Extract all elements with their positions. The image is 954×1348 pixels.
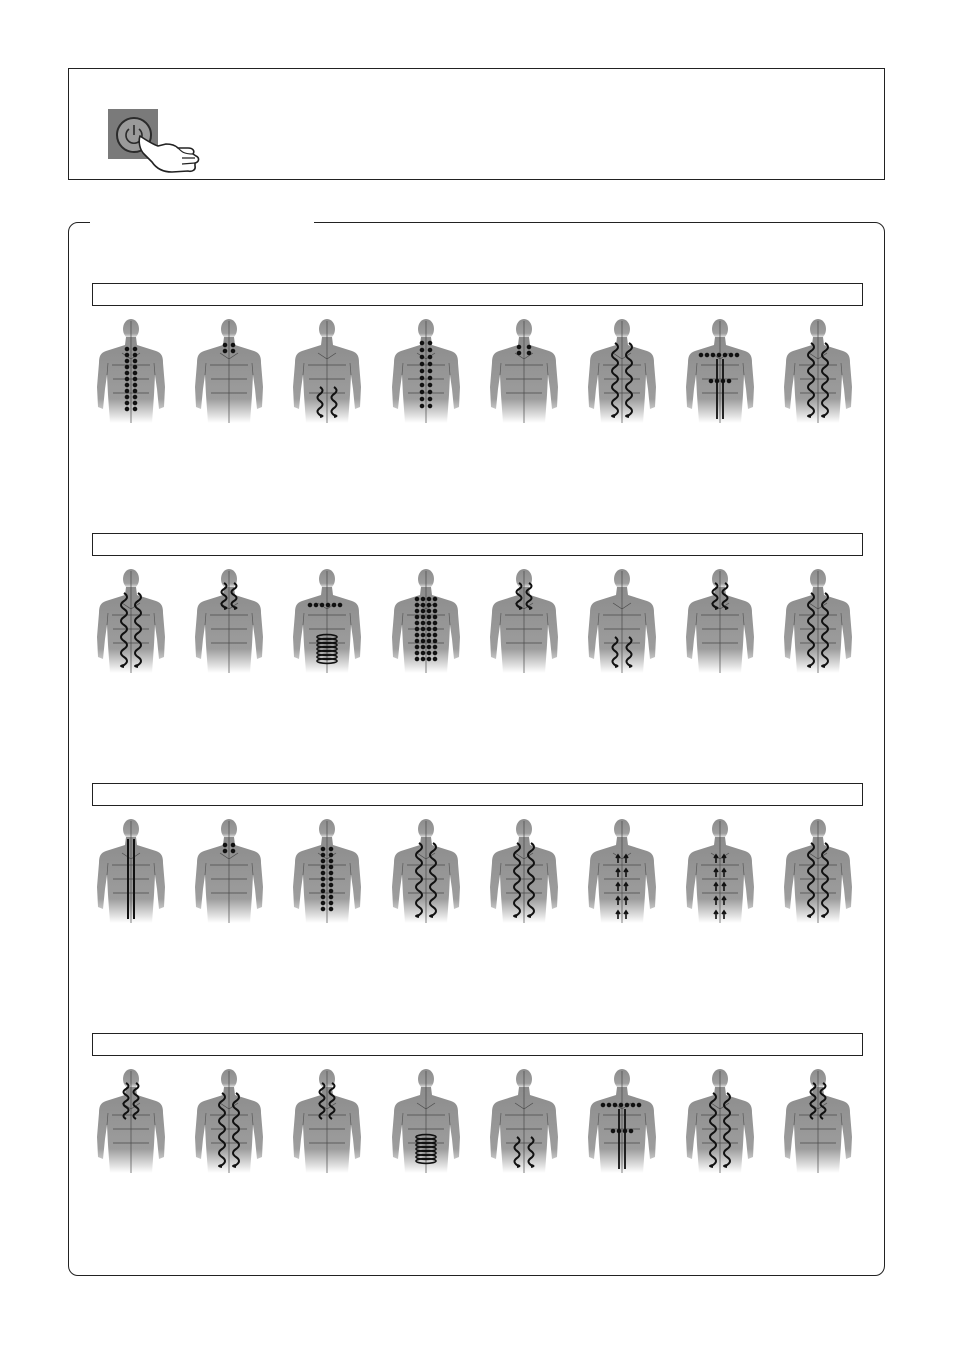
figure-row-2: [82, 565, 872, 685]
body-figure-icon: [769, 565, 867, 685]
power-instruction-box: [68, 68, 885, 180]
body-figure-icon: [671, 1065, 769, 1185]
massage-figure-4-6[interactable]: [573, 1065, 671, 1185]
massage-figure-1-4[interactable]: [377, 315, 475, 435]
massage-figure-4-5[interactable]: [475, 1065, 573, 1185]
program-header-bar-2: [92, 533, 863, 556]
massage-figure-1-2[interactable]: [180, 315, 278, 435]
figure-row-1: [82, 315, 872, 435]
massage-figure-3-1[interactable]: [82, 815, 180, 935]
body-figure-icon: [278, 565, 376, 685]
body-figure-icon: [671, 815, 769, 935]
body-figure-icon: [475, 1065, 573, 1185]
body-figure-icon: [475, 815, 573, 935]
massage-figure-2-7[interactable]: [671, 565, 769, 685]
body-figure-icon: [573, 565, 671, 685]
massage-figure-1-5[interactable]: [475, 315, 573, 435]
massage-figure-4-7[interactable]: [671, 1065, 769, 1185]
body-figure-icon: [278, 815, 376, 935]
figure-row-4: [82, 1065, 872, 1185]
body-figure-icon: [377, 1065, 475, 1185]
body-figure-icon: [82, 315, 180, 435]
massage-figure-1-3[interactable]: [278, 315, 376, 435]
body-figure-icon: [573, 1065, 671, 1185]
massage-figure-1-7[interactable]: [671, 315, 769, 435]
program-header-bar-1: [92, 283, 863, 306]
massage-figure-1-1[interactable]: [82, 315, 180, 435]
panel-tab-gap: [90, 216, 314, 228]
body-figure-icon: [377, 815, 475, 935]
power-icon: [116, 117, 152, 153]
massage-figure-2-5[interactable]: [475, 565, 573, 685]
massage-figure-3-8[interactable]: [769, 815, 867, 935]
body-figure-icon: [82, 815, 180, 935]
massage-figure-4-2[interactable]: [180, 1065, 278, 1185]
massage-figure-4-4[interactable]: [377, 1065, 475, 1185]
massage-figure-2-1[interactable]: [82, 565, 180, 685]
massage-figure-4-3[interactable]: [278, 1065, 376, 1185]
body-figure-icon: [180, 815, 278, 935]
body-figure-icon: [475, 565, 573, 685]
massage-figure-3-6[interactable]: [573, 815, 671, 935]
body-figure-icon: [573, 815, 671, 935]
body-figure-icon: [82, 1065, 180, 1185]
program-header-bar-4: [92, 1033, 863, 1056]
massage-figure-2-8[interactable]: [769, 565, 867, 685]
massage-figure-3-4[interactable]: [377, 815, 475, 935]
massage-figure-3-5[interactable]: [475, 815, 573, 935]
body-figure-icon: [769, 1065, 867, 1185]
massage-figure-2-2[interactable]: [180, 565, 278, 685]
figure-row-3: [82, 815, 872, 935]
body-figure-icon: [180, 315, 278, 435]
body-figure-icon: [278, 1065, 376, 1185]
body-figure-icon: [278, 315, 376, 435]
massage-figure-4-1[interactable]: [82, 1065, 180, 1185]
body-figure-icon: [377, 565, 475, 685]
massage-figure-3-2[interactable]: [180, 815, 278, 935]
massage-figure-3-7[interactable]: [671, 815, 769, 935]
body-figure-icon: [180, 565, 278, 685]
massage-figure-4-8[interactable]: [769, 1065, 867, 1185]
body-figure-icon: [573, 315, 671, 435]
body-figure-icon: [671, 315, 769, 435]
body-figure-icon: [475, 315, 573, 435]
body-figure-icon: [377, 315, 475, 435]
massage-figure-1-6[interactable]: [573, 315, 671, 435]
massage-figure-1-8[interactable]: [769, 315, 867, 435]
program-header-bar-3: [92, 783, 863, 806]
body-figure-icon: [180, 1065, 278, 1185]
power-button[interactable]: [108, 109, 158, 159]
body-figure-icon: [769, 315, 867, 435]
body-figure-icon: [671, 565, 769, 685]
body-figure-icon: [769, 815, 867, 935]
massage-figure-2-3[interactable]: [278, 565, 376, 685]
body-figure-icon: [82, 565, 180, 685]
massage-figure-3-3[interactable]: [278, 815, 376, 935]
massage-figure-2-6[interactable]: [573, 565, 671, 685]
massage-figure-2-4[interactable]: [377, 565, 475, 685]
